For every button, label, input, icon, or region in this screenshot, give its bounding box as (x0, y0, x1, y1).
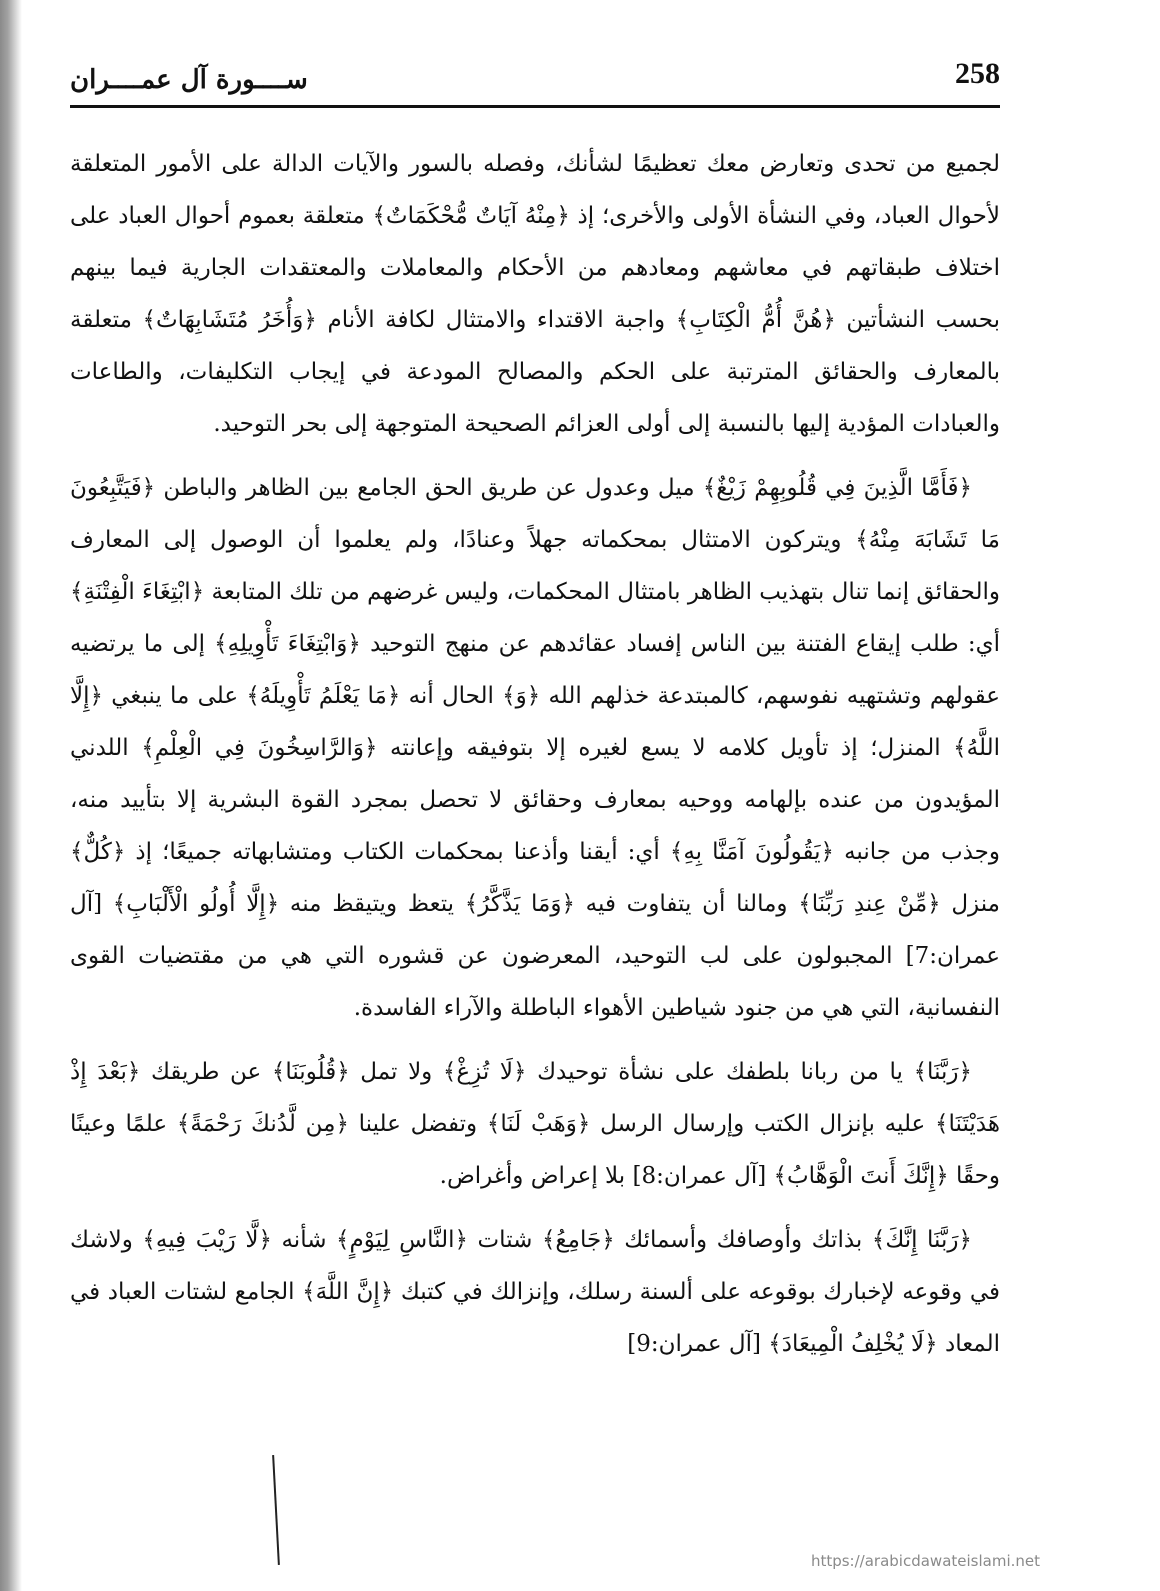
paragraph-3: ﴿رَبَّنَا﴾ يا من ربانا بلطفك على نشأة توحيدك ﴿لَا تُزِغْ﴾ ولا تمل ﴿قُلُوبَنَا﴾ عن طريقك ﴿بَعْدَ إِذْ هَدَيْتَنَا﴾ عليه بإنزال الكتب وإرسال الرسل ﴿وَهَبْ لَنَا﴾ وتفضل علينا ﴿مِن لَّدُنكَ رَحْمَةً﴾ علمًا وعينًا وحقًا ﴿إِنَّكَ أَنتَ الْوَهَّابُ﴾ [آل عمران:8] بلا إعراض وأغراض. (70, 1059, 1000, 1189)
pen-mark (272, 1455, 280, 1565)
paragraph-2: ﴿فَأَمَّا الَّذِينَ فِي قُلُوبِهِمْ زَيْغٌ﴾ ميل وعدول عن طريق الحق الجامع بين الظاهر والباطن ﴿فَيَتَّبِعُونَ مَا تَشَابَهَ مِنْهُ﴾ ويتركون الامتثال بمحكماته جهلاً وعنادًا، ولم يعلموا أن الوصول إلى المعارف والحقائق إنما تنال بتهذيب الظاهر بامتثال المحكمات، وليس غرضهم من تلك المتابعة ﴿ابْتِغَاءَ الْفِتْنَةِ﴾ أي: طلب إيقاع الفتنة بين الناس إفساد عقائدهم عن منهج التوحيد ﴿وَابْتِغَاءَ تَأْوِيلِهِ﴾ إلى ما يرتضيه عقولهم وتشتهيه نفوسهم، كالمبتدعة خذلهم الله ﴿وَ﴾ الحال أنه ﴿مَا يَعْلَمُ تَأْوِيلَهُ﴾ على ما ينبغي ﴿إِلَّا اللَّهُ﴾ المنزل؛ إذ تأويل كلامه لا يسع لغيره إلا بتوفيقه وإعانته ﴿وَالرَّاسِخُونَ فِي الْعِلْمِ﴾ اللدني المؤيدون من عنده بإلهامه ووحيه بمعارف وحقائق لا تحصل بمجرد القوة البشرية إلا بتأييد منه، وجذب من جانبه ﴿يَقُولُونَ آمَنَّا بِهِ﴾ أي: أيقنا وأذعنا بمحكمات الكتاب ومتشابهاته جميعًا؛ إذ ﴿كُلٌّ﴾ منزل ﴿مِّنْ عِندِ رَبِّنَا﴾ ومالنا أن يتفاوت فيه ﴿وَمَا يَذَّكَّرُ﴾ يتعظ ويتيقظ منه ﴿إِلَّا أُولُو الْأَلْبَابِ﴾ [آل عمران:7] المجبولون على لب التوحيد، المعرضون عن قشوره التي هي من مقتضيات القوى النفسانية، التي هي من جنود شياطين الأهواء الباطلة والآراء الفاسدة. (70, 475, 1000, 1021)
paragraph-1: لجميع من تحدى وتعارض معك تعظيمًا لشأنك، وفصله بالسور والآيات الدالة على الأمور المتعلقة لأحوال العباد، وفي النشأة الأولى والأخرى؛ إذ ﴿مِنْهُ آيَاتٌ مُّحْكَمَاتٌ﴾ متعلقة بعموم أحوال العباد على اختلاف طبقاتهم في معاشهم ومعادهم من الأحكام والمعاملات والمعتقدات الجارية فيما بينهم بحسب النشأتين ﴿هُنَّ أُمُّ الْكِتَابِ﴾ واجبة الاقتداء والامتثال لكافة الأنام ﴿وَأُخَرُ مُتَشَابِهَاتٌ﴾ متعلقة بالمعارف والحقائق المترتبة على الحكم والمصالح المودعة في إيجاب التكليفات، والطاعات والعبادات المؤدية إليها بالنسبة إلى أولى العزائم الصحيحة المتوجهة إلى بحر التوحيد. (70, 151, 1000, 437)
page-number: 258 (955, 57, 1000, 90)
body-text (70, 138, 1000, 1382)
paragraph-4: ﴿رَبَّنَا إِنَّكَ﴾ بذاتك وأوصافك وأسمائك ﴿جَامِعُ﴾ شتات ﴿النَّاسِ لِيَوْمٍ﴾ شأنه ﴿لَّا رَيْبَ فِيهِ﴾ ولاشك في وقوعه لإخبارك بوقوعه على ألسنة رسلك، وإنزالك في كتبك ﴿إِنَّ اللَّهَ﴾ الجامع لشتات العباد في المعاد ﴿لَا يُخْلِفُ الْمِيعَادَ﴾ [آل عمران:9] (70, 1227, 1000, 1357)
watermark-url: https://arabicdawateislami.net (810, 1552, 1040, 1570)
page-header (70, 55, 1000, 108)
scan-edge-shadow (0, 0, 22, 1591)
running-title: ســــورة آل عمــــران (70, 65, 308, 95)
